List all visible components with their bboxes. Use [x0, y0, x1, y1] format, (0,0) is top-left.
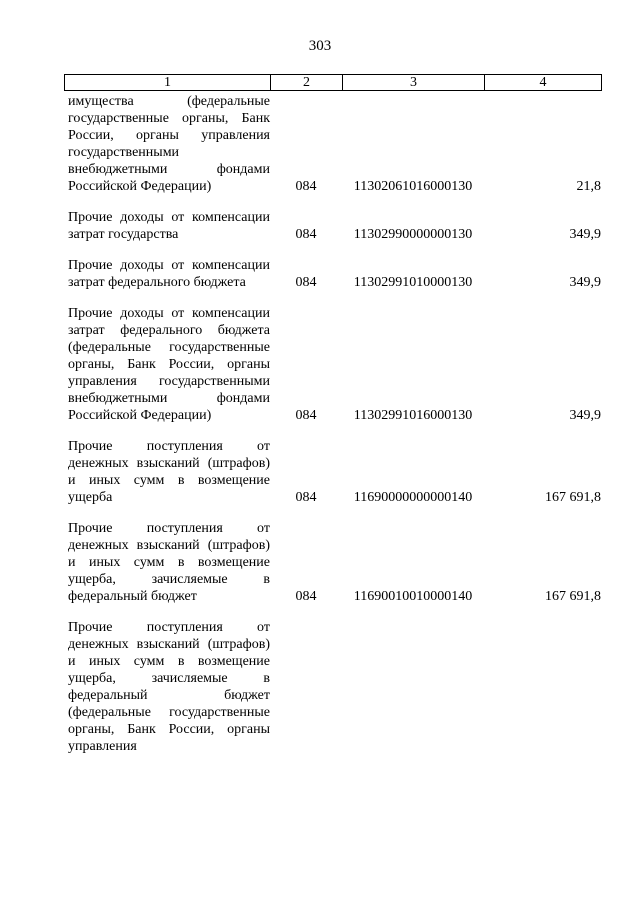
row-name: Прочие поступления от денежных взысканий (штрафов) и иных сумм в возмещение ущерба, зачисляемые в федеральный бюджет (федеральные государственные органы, Банк России, органы управления: [68, 620, 270, 754]
row-code: 084: [295, 408, 317, 423]
row-amount: 167 691,8: [545, 589, 601, 604]
row-amount: 167 691,8: [545, 490, 601, 505]
row-kbk: 11690000000000140: [353, 490, 473, 505]
row-amount: 349,9: [569, 227, 601, 242]
table-row: [64, 520, 602, 605]
row-amount: 21,8: [576, 179, 601, 194]
row-name: имущества (федеральные государственные органы, Банк России, органы управления государственными внебюджетными фондами Российской Федерации): [68, 94, 270, 194]
row-amount: 349,9: [569, 275, 601, 290]
row-kbk: 11302991016000130: [353, 408, 473, 423]
row-kbk: 11690010010000140: [353, 589, 473, 604]
row-kbk: 11302991010000130: [353, 275, 473, 290]
row-kbk: 11302061016000130: [353, 179, 473, 194]
row-code: 084: [295, 227, 317, 242]
row-name: Прочие поступления от денежных взысканий (штрафов) и иных сумм в возмещение ущерба, зачисляемые в федеральный бюджет: [68, 521, 270, 604]
row-amount: [484, 619, 602, 755]
row-name: Прочие доходы от компенсации затрат федерального бюджета: [68, 258, 270, 290]
row-name: Прочие доходы от компенсации затрат федерального бюджета (федеральные государственные органы, Банк России, органы управления государственными внебюджетными фондами Российской Федерации): [68, 306, 270, 423]
header-col-3: 3: [343, 75, 485, 90]
table-header: [64, 74, 602, 91]
table-row: [64, 93, 602, 195]
row-amount: 349,9: [569, 408, 601, 423]
row-kbk: 11302990000000130: [353, 227, 473, 242]
row-name: Прочие доходы от компенсации затрат государства: [68, 210, 270, 242]
row-code: 084: [295, 589, 317, 604]
table-row: [64, 305, 602, 424]
row-kbk: [342, 619, 484, 755]
table-row: [64, 438, 602, 506]
row-code: 084: [295, 179, 317, 194]
table-row: [64, 209, 602, 243]
header-col-4: 4: [539, 75, 547, 90]
row-code: [270, 619, 342, 755]
table-body: [64, 93, 602, 769]
row-name: Прочие поступления от денежных взысканий (штрафов) и иных сумм в возмещение ущерба: [68, 439, 270, 505]
table-row: [64, 257, 602, 291]
row-code: 084: [295, 490, 317, 505]
header-col-2: 2: [271, 75, 343, 90]
page-number: 303: [308, 38, 332, 54]
header-col-1: 1: [65, 75, 271, 90]
row-code: 084: [295, 275, 317, 290]
table-row: [64, 619, 602, 755]
